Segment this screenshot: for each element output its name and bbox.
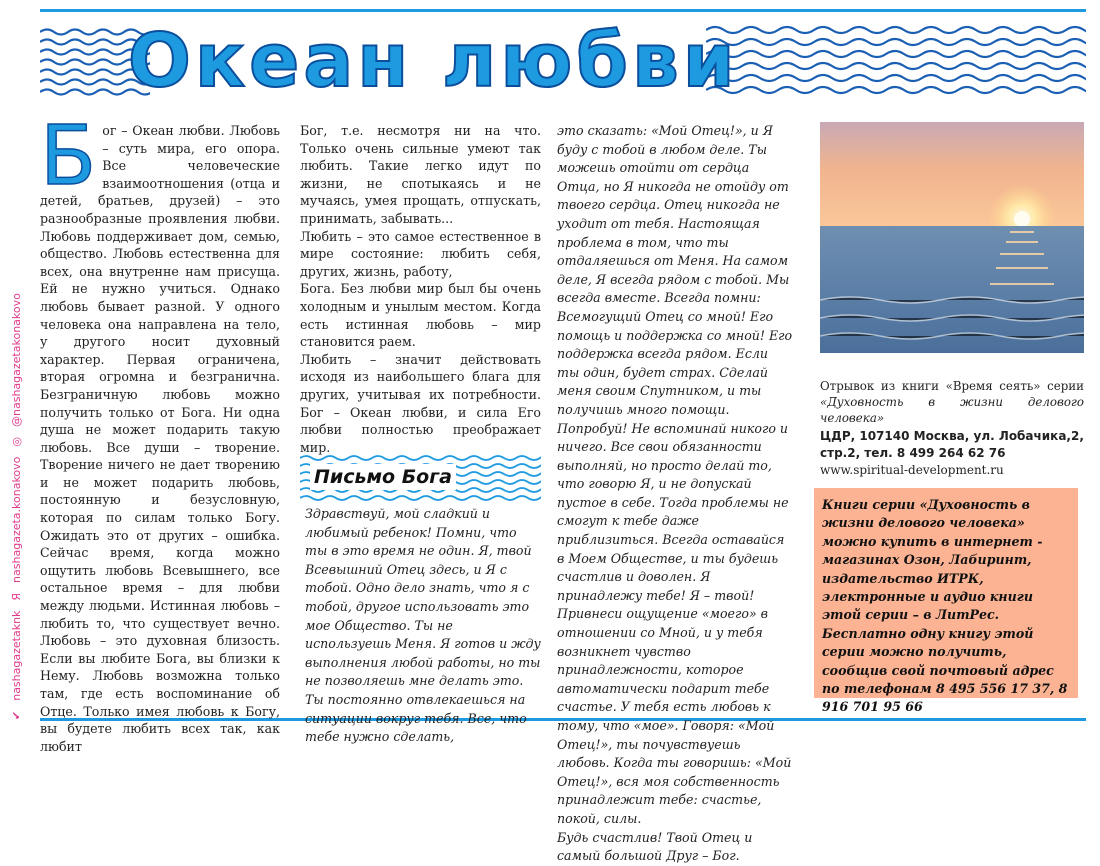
vk-icon: ✔ bbox=[10, 710, 23, 720]
series-name: «Духовность в жизни делового человека» bbox=[820, 395, 1084, 425]
yandex-icon: Я bbox=[10, 592, 23, 601]
yandex-handle[interactable]: nashagazeta.konakovo bbox=[10, 456, 23, 583]
instagram-icon: ◎ bbox=[10, 436, 23, 447]
instagram-handle[interactable]: @nashagazetakonakovo bbox=[10, 293, 23, 427]
letter-continuation: это сказать: «Мой Отец!», и Я буду с тобой в любом деле. Ты можешь отойти от сердца Отца, но Я никогда не отойду от твоего сердца. Отец никогда не уходит от тебя. Настоящая проблема в том, что ты отдаляешься от Меня. На самом деле, Я всегда рядом с тобой. Мы всегда вместе. Всегда помни: Всемогущий Отец со мной! Его помощь и поддержка со мной! Его поддержка всегда рядом. Если ты один, будет страх. Сделай меня своим Спутником, и ты получишь много помощи. Попробуй! Не вспоминай никого и ничего. Все свои обязанности выполняй, но просто делай то, что говорю Я, и не допускай пустое в себе. Тогда проблемы не смогут к тебе даже приблизиться. Всегда оставайся в Моем Обществе, и ты будешь счастлив и доволен. Я принадлежу тебе! Я – твой! Привнеси ощущение «моего» в отношении со Мной, и у тебя возникнет чувство принадлежности, которое автоматически подарит тебе счастье. У тебя есть любовь к тому, что «мое». Говоря: «Мой Отец!», ты почувствуешь любовь. Когда ты говоришь: «Мой Отец!», вся моя собственность принадлежит тебе: счастье, покой, силы. bbox=[557, 123, 793, 826]
article-paragraph: Бога. Без любви мир был бы очень холодным и унылым местом. Когда есть истинная любовь – мир становится раем. bbox=[300, 281, 541, 350]
article-column-3 bbox=[557, 122, 794, 866]
article-column-1 bbox=[40, 109, 280, 755]
promo-text: Книги серии «Духовность в жизни делового человека» можно купить в интернет - магазинах Озон, Лабиринт, издательство ИТРК, электронные и аудио книги этой серии – в ЛитРес. bbox=[822, 497, 1043, 623]
letter-heading-block bbox=[300, 452, 541, 508]
article-paragraph: Любить – это самое естественное в мире состояние: любить себя, других, жизнь, работу, bbox=[300, 228, 541, 279]
right-waves-decoration bbox=[706, 22, 1086, 102]
letter-closing: Будь счастлив! Твой Отец и самый большой Друг – Бог. bbox=[557, 829, 753, 864]
promo-box bbox=[814, 488, 1078, 715]
letter-title: Письмо Бога bbox=[310, 464, 456, 490]
book-source-info bbox=[820, 378, 1084, 478]
article-column-2 bbox=[300, 122, 541, 456]
drop-cap: Б bbox=[40, 109, 97, 204]
vk-handle[interactable]: nashagazetaknk bbox=[10, 610, 23, 701]
article-paragraph: Любить – значит действовать исходя из наибольшего блага для других, учитывая их потребности. Бог – Океан любви, и сила Его любви полностью преображает мир. bbox=[300, 351, 541, 455]
promo-phones: Бесплатно одну книгу этой серии можно получить, сообщив свой почтовый адрес по телефонам 8 495 556 17 37, 8 916 701 95 66 bbox=[822, 625, 1068, 715]
source-text: Отрывок из книги «Время сеять» серии bbox=[820, 379, 1084, 393]
page-title: Океан любви bbox=[128, 18, 739, 104]
article-text-1: ог – Океан любви. Любовь – суть мира, его опора. Все человеческие взаимоотношения (отца и детей, братьев, друзей) – это разнообразные проявления любви. Любовь поддерживает дом, семью, общество. Любовь естественна для всех, она внутренне нам присуща. Ей не нужно учиться. Однако любовь бывает разной. У одного человека она направлена на тело, у другого носит духовный характер. Первая ограничена, вторая огромна и безгранична. Безграничную любовь можно получить только от Бога. Ни одна душа не может подарить такую любовь. Все души – творение. Творение ничего не дает творению и не может подарить любовь, постоянную и безусловную, которая по силам только Богу. Ожидать это от других – ошибка. Сейчас время, когда можно ощутить любовь Всевышнего, все остальное время – для любви между людьми. Истинная любовь – любить то, что существует вечно. Любовь – это духовная близость. Если вы любите Бога, вы близки к Нему. Любовь возможна только там, где есть воспоминание об Отце. Только имея любовь к Богу, вы будете любить всех так, как любит bbox=[40, 123, 280, 754]
letter-text: Здравствуй, мой сладкий и любимый ребенок! Помни, что ты в это время не один. Я, твой Всевышний Отец здесь, и Я с тобой. Одно дело знать, что я с тобой, другое использовать это мое Общество. Ты не используешь Меня. Я готов и жду выполнения любой работы, но ты не позволяешь мне делать это. Ты постоянно отвлекаешься на ситуации вокруг тебя. Все, что тебе нужно сделать, bbox=[305, 506, 541, 745]
social-sidebar bbox=[8, 293, 26, 730]
top-rule bbox=[40, 9, 1086, 12]
address: ЦДР, 107140 Москва, ул. Лобачика,2, стр.2, тел. 8 499 264 62 76 bbox=[820, 429, 1084, 460]
article-paragraph: Бог, т.е. несмотря ни на что. Только очень сильные умеют так любить. Такие легко идут по жизни, не спотыкаясь и не мучаясь, умея прощать, отпускать, принимать, забывать... bbox=[300, 123, 541, 226]
website-link[interactable]: www.spiritual-development.ru bbox=[820, 463, 1004, 477]
sunset-photo bbox=[820, 122, 1084, 353]
